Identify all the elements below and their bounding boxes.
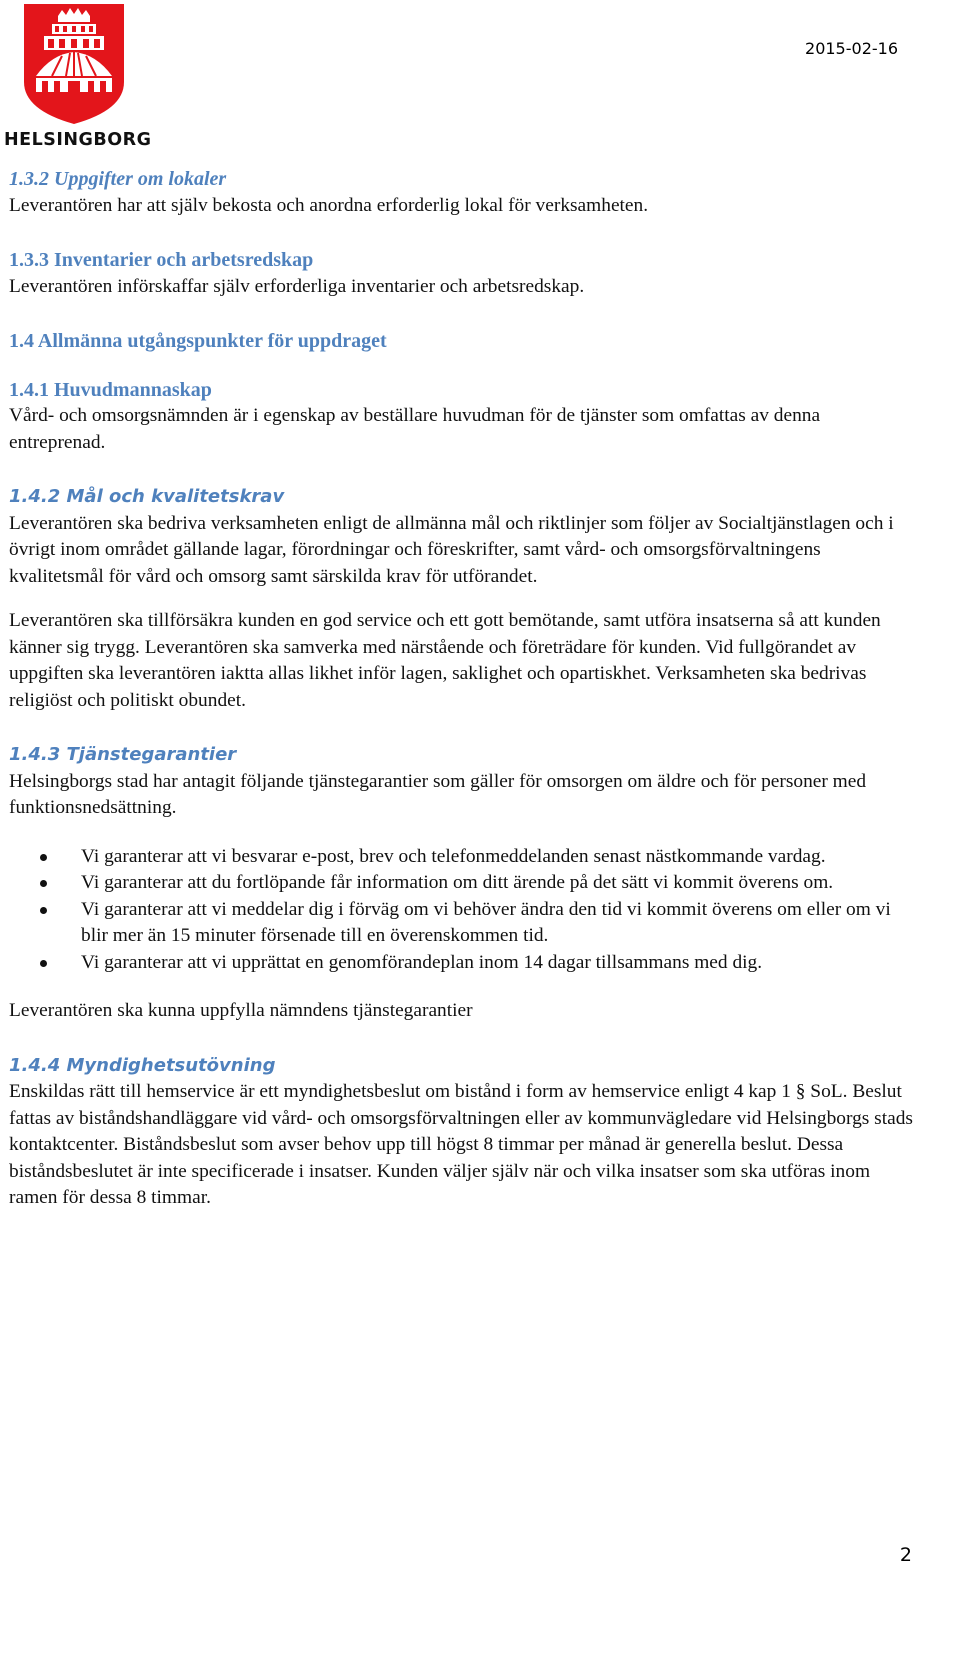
bullet-icon <box>40 960 47 967</box>
bullet-icon <box>40 907 47 914</box>
paragraph-1-4-3-intro: Helsingborgs stad har antagit följande tjänstegarantier som gäller för omsorgen om äldre och för personer med funktionsnedsättning. <box>9 770 867 818</box>
heading-1-4-3: 1.4.3 Tjänstegarantier <box>9 744 237 765</box>
paragraph-1-4-2-b: Leverantören ska tillförsäkra kunden en god service och ett gott bemötande, samt utföra insatserna så att kunden känner sig trygg. Leverantören ska samverka med närstående och företrädare för kunden. Vid fullgörandet av uppgiften ska leverantören iaktta allas likhet inför lagen, saklighet och opartiskhet. Verksamheten ska bedrivas religiöst och politiskt obundet. <box>9 610 881 711</box>
paragraph-1-3-2: Leverantören har att själv bekosta och anordna erforderlig lokal för verksamheten. <box>9 194 649 216</box>
document-date: 2015-02-16 <box>805 39 898 58</box>
paragraph-1-4-1: Vård- och omsorgsnämnden är i egenskap av beställare huvudman för de tjänster som omfattas av denna entreprenad. <box>9 405 821 453</box>
heading-1-3-3: 1.3.3 Inventarier och arbetsredskap <box>9 249 314 271</box>
guarantee-list <box>9 844 919 977</box>
bullet-icon <box>40 880 47 887</box>
list-item: Vi garanterar att du fortlöpande får information om ditt ärende på det sätt vi kommit överens om. <box>9 870 919 897</box>
list-item: Vi garanterar att vi upprättat en genomförandeplan inom 14 dagar tillsammans med dig. <box>9 950 919 977</box>
logo-wordmark: HELSINGBORG <box>4 130 152 150</box>
page-number: 2 <box>899 1544 912 1566</box>
heading-1-4: 1.4 Allmänna utgångspunkter för uppdraget <box>9 330 387 352</box>
bullet-icon <box>40 854 47 861</box>
helsingborg-logo <box>4 2 152 150</box>
paragraph-1-4-2-a: Leverantören ska bedriva verksamheten enligt de allmänna mål och riktlinjer som följer av Socialtjänstlagen och i övrigt inom området gällande lagar, förordningar och föreskrifter, samt vård- och omsorgsförvaltningens kvalitetsmål för vård och omsorg samt särskilda krav för utförandet. <box>9 512 894 587</box>
paragraph-1-4-4: Enskildas rätt till hemservice är ett myndighetsbeslut om bistånd i form av hemservice enligt 4 kap 1 § SoL. Beslut fattas av biståndshandläggare vid vård- och omsorgsförvaltningen eller av kommunvägledare vid Helsingborgs stads kontaktcenter. Biståndsbeslut som avser behov upp till högst 8 timmar per månad är generella beslut. Dessa biståndsbeslutet är inte specificerade i insatser. Kunden väljer själv när och vilka insatser som ska utföras inom ramen för dessa 8 timmar. <box>9 1081 913 1208</box>
paragraph-1-4-3-outro: Leverantören ska kunna uppfylla nämndens tjänstegarantier <box>9 1000 473 1021</box>
heading-1-3-2: 1.3.2 Uppgifter om lokaler <box>9 168 227 190</box>
heading-1-4-1: 1.4.1 Huvudmannaskap <box>9 378 212 401</box>
heading-1-4-4: 1.4.4 Myndighetsutövning <box>9 1054 276 1076</box>
paragraph-1-3-3: Leverantören införskaffar själv erforderliga inventarier och arbetsredskap. <box>9 275 585 297</box>
city-crest-icon <box>22 2 126 126</box>
list-item: Vi garanterar att vi meddelar dig i förväg om vi behöver ändra den tid vi kommit överens om eller om vi blir mer än 15 minuter försenade till en överenskommen tid. <box>9 897 919 950</box>
document-body <box>9 166 919 1212</box>
heading-1-4-2: 1.4.2 Mål och kvalitetskrav <box>9 486 285 507</box>
list-item: Vi garanterar att vi besvarar e-post, brev och telefonmeddelanden senast nästkommande vardag. <box>9 844 919 871</box>
